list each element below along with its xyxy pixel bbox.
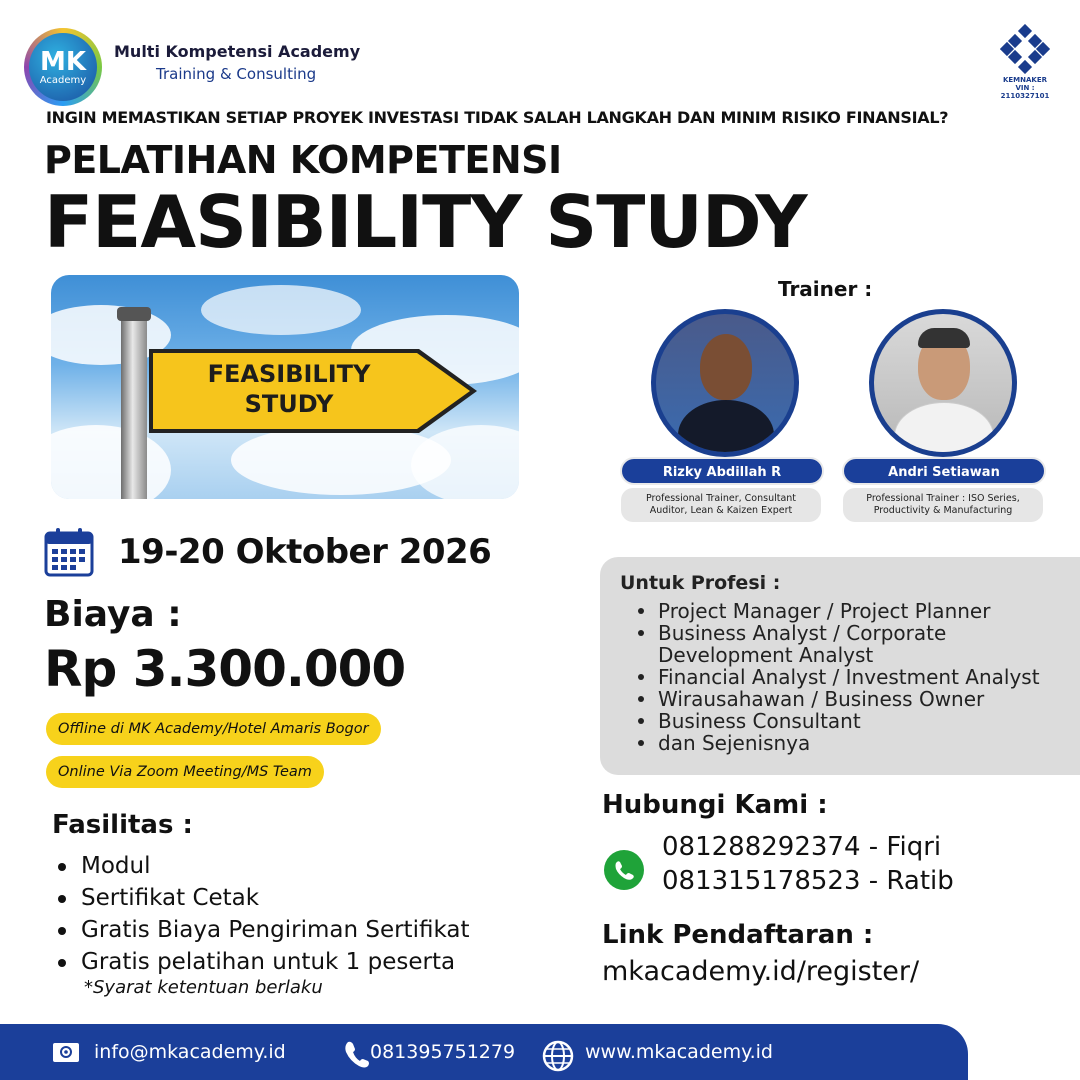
logo-text: MK xyxy=(39,46,87,77)
sign-line-1: FEASIBILITY xyxy=(207,360,371,388)
online-location-badge: Online Via Zoom Meeting/MS Team xyxy=(46,756,324,788)
facilities-heading: Fasilitas : xyxy=(52,810,193,840)
brand-name: Multi Kompetensi Academy xyxy=(114,42,361,61)
price-value: Rp 3.300.000 xyxy=(44,640,406,698)
logo-subtext: Academy xyxy=(39,74,87,86)
trainer-photo-andri xyxy=(869,309,1017,457)
registration-link[interactable]: mkacademy.id/register/ xyxy=(602,956,920,987)
event-date: 19-20 Oktober 2026 xyxy=(118,532,492,572)
facilities-list xyxy=(56,850,469,978)
calendar-icon xyxy=(44,527,94,577)
trainer-desc-2-line-2: Productivity & Manufacturing xyxy=(873,505,1013,516)
list-item: Financial Analyst / Investment Analyst xyxy=(636,666,1076,688)
footer-phone[interactable]: 081395751279 xyxy=(370,1041,516,1063)
price-label: Biaya : xyxy=(44,594,182,635)
footer-website[interactable]: www.mkacademy.id xyxy=(585,1041,773,1063)
mk-academy-logo xyxy=(24,28,102,106)
pre-title: PELATIHAN KOMPETENSI xyxy=(44,138,562,182)
page-title: FEASIBILITY STUDY xyxy=(44,180,807,264)
list-item: Gratis pelatihan untuk 1 peserta xyxy=(56,946,469,978)
list-item: Business Consultant xyxy=(636,710,1076,732)
terms-note: *Syarat ketentuan berlaku xyxy=(84,977,323,998)
kemnaker-name: KEMNAKER xyxy=(1002,76,1048,84)
profession-list xyxy=(636,600,1076,754)
trainer-desc-2-line-1: Professional Trainer : ISO Series, xyxy=(866,493,1020,504)
contact-phone-2[interactable]: 081315178523 - Ratib xyxy=(662,866,954,896)
footer-email[interactable]: info@mkacademy.id xyxy=(94,1041,286,1063)
contact-heading: Hubungi Kami : xyxy=(602,790,828,820)
brand-tagline: Training & Consulting xyxy=(156,65,317,83)
profession-heading: Untuk Profesi : xyxy=(620,572,781,594)
phone-icon xyxy=(343,1040,369,1068)
headline-question: INGIN MEMASTIKAN SETIAP PROYEK INVESTASI TIDAK SALAH LANGKAH DAN MINIM RISIKO FINANSIAL? xyxy=(46,108,949,127)
list-item: Business Analyst / Corporate Development Analyst xyxy=(636,622,1076,666)
trainer-heading: Trainer : xyxy=(778,277,873,301)
list-item: Project Manager / Project Planner xyxy=(636,600,1076,622)
trainer-desc-2 xyxy=(843,488,1043,522)
whatsapp-icon[interactable] xyxy=(603,849,645,891)
globe-icon xyxy=(542,1040,574,1072)
contact-phone-1[interactable]: 081288292374 - Fiqri xyxy=(662,832,942,862)
list-item: Sertifikat Cetak xyxy=(56,882,469,914)
list-item: Modul xyxy=(56,850,469,882)
kemnaker-emblem-icon xyxy=(1000,24,1050,74)
kemnaker-logo xyxy=(990,24,1060,100)
list-item: Wirausahawan / Business Owner xyxy=(636,688,1076,710)
trainer-photo-rizky xyxy=(651,309,799,457)
registration-link-heading: Link Pendaftaran : xyxy=(602,920,874,950)
trainer-desc-1 xyxy=(621,488,821,522)
trainer-name-2: Andri Setiawan xyxy=(842,457,1046,485)
offline-location-badge: Offline di MK Academy/Hotel Amaris Bogor xyxy=(46,713,381,745)
email-icon xyxy=(52,1040,80,1064)
sign-pole xyxy=(121,315,147,499)
trainer-name-1: Rizky Abdillah R xyxy=(620,457,824,485)
sign-line-2: STUDY xyxy=(244,390,334,418)
sign-text xyxy=(149,359,429,419)
hero-image xyxy=(51,275,519,499)
list-item: dan Sejenisnya xyxy=(636,732,1076,754)
sign-pole-cap xyxy=(117,307,151,321)
trainer-desc-1-line-2: Auditor, Lean & Kaizen Expert xyxy=(649,505,793,516)
list-item: Gratis Biaya Pengiriman Sertifikat xyxy=(56,914,469,946)
trainer-desc-1-line-1: Professional Trainer, Consultant xyxy=(645,493,797,504)
kemnaker-vin: VIN : 2110327101 xyxy=(1000,84,1050,100)
